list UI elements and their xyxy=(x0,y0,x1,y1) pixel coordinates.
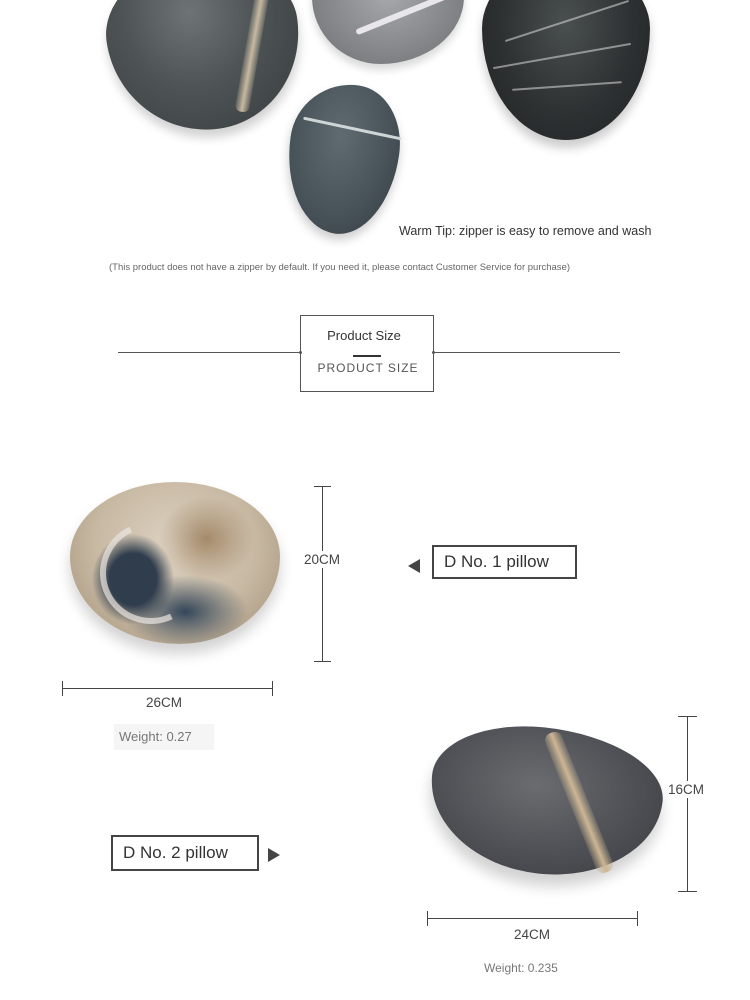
pillow-1-height-label: 20CM xyxy=(304,552,341,567)
zipper-note-text: (This product does not have a zipper by default. If you need it, please contact Customer Service for purchase) xyxy=(109,262,570,273)
header-divider-left xyxy=(118,352,300,353)
arrow-right-icon xyxy=(268,848,280,862)
section-subtitle: PRODUCT SIZE xyxy=(317,361,419,375)
pillow-1-width-cap-right xyxy=(272,681,273,696)
pillow-2-width-label: 24CM xyxy=(514,927,551,942)
pillow-2-name-label: D No. 2 pillow xyxy=(111,835,259,871)
stone-pillow-image-dark-gray xyxy=(97,0,311,143)
pillow-2-height-label: 16CM xyxy=(668,782,705,797)
pillow-1-height-line xyxy=(322,486,323,662)
warm-tip-text: Warm Tip: zipper is easy to remove and wash xyxy=(399,224,652,238)
pillow-2-height-cap-top xyxy=(678,716,697,717)
pillow-1-height-cap-bottom xyxy=(314,661,331,662)
pillow-1-width-cap-left xyxy=(62,681,63,696)
pillow-1-image xyxy=(70,482,280,644)
section-title: Product Size xyxy=(327,328,401,343)
header-divider-right xyxy=(434,352,620,353)
stone-pillow-image-blue-gray xyxy=(278,77,408,241)
pillow-2-image xyxy=(423,716,669,885)
pillow-1-name-label: D No. 1 pillow xyxy=(432,545,577,579)
pillow-1-width-label: 26CM xyxy=(146,695,183,710)
pillow-2-height-line xyxy=(687,716,688,892)
pillow-2-height-cap-bottom xyxy=(678,891,697,892)
pillow-1-weight: Weight: 0.27 xyxy=(114,724,214,750)
arrow-left-icon xyxy=(408,559,420,573)
stone-pillow-image-black-striped xyxy=(482,0,650,140)
pillow-2-weight: Weight: 0.235 xyxy=(484,961,558,975)
pillow-2-width-cap-left xyxy=(427,911,428,926)
stone-pillow-image-light-gray xyxy=(312,0,464,64)
pillow-2-width-line xyxy=(427,918,638,919)
pillow-2-width-cap-right xyxy=(637,911,638,926)
product-size-header xyxy=(300,315,434,392)
title-underline xyxy=(353,355,381,357)
pillow-1-height-cap-top xyxy=(314,486,331,487)
pillow-1-width-line xyxy=(62,688,273,689)
